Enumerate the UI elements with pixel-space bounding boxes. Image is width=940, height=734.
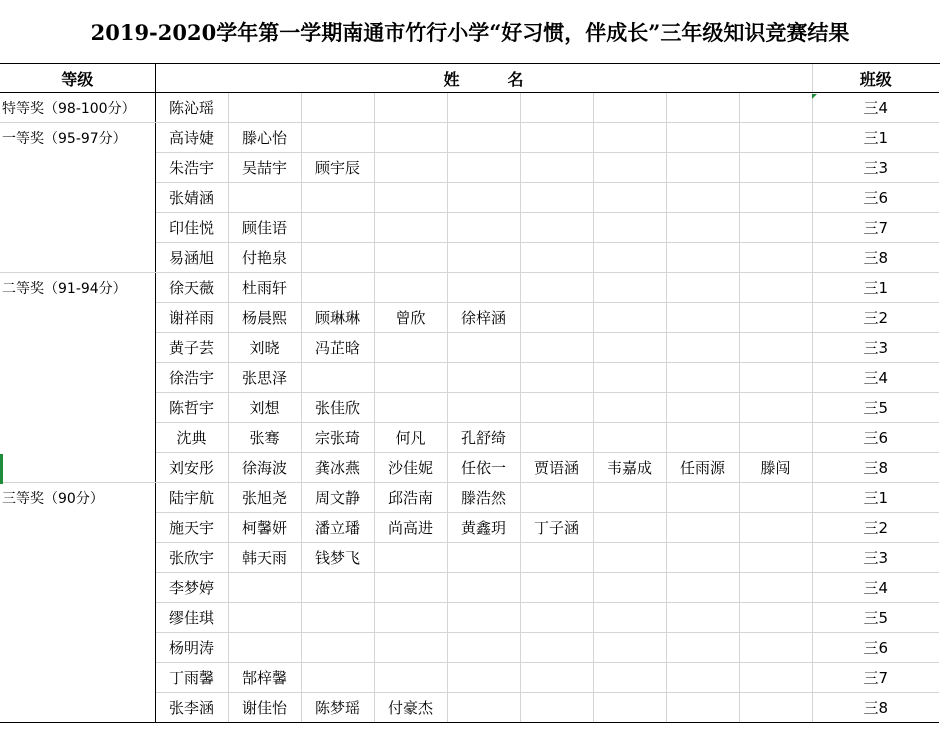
name-cell[interactable]: 付艳泉 bbox=[228, 243, 301, 273]
name-cell[interactable] bbox=[666, 213, 739, 243]
name-cell[interactable] bbox=[374, 543, 447, 573]
name-cell[interactable] bbox=[301, 363, 374, 393]
table-row bbox=[0, 423, 939, 453]
name-cell[interactable]: 沙佳妮 bbox=[374, 453, 447, 483]
name-cell[interactable] bbox=[593, 603, 666, 633]
name-cell[interactable] bbox=[520, 393, 593, 423]
name-cell[interactable] bbox=[228, 183, 301, 213]
table-row bbox=[0, 453, 939, 483]
grade-cell[interactable] bbox=[0, 153, 155, 183]
table-row bbox=[0, 483, 939, 513]
name-cell[interactable] bbox=[447, 93, 520, 123]
name-cell[interactable] bbox=[666, 393, 739, 423]
class-cell[interactable]: 三4 bbox=[812, 573, 939, 603]
class-cell[interactable]: 三4 bbox=[812, 363, 939, 393]
name-cell[interactable]: 张佳欣 bbox=[301, 393, 374, 423]
name-cell[interactable] bbox=[374, 273, 447, 303]
table-row bbox=[0, 303, 939, 333]
name-cell[interactable]: 徐梓涵 bbox=[447, 303, 520, 333]
name-cell[interactable] bbox=[374, 93, 447, 123]
name-cell[interactable] bbox=[739, 183, 812, 213]
name-cell[interactable]: 施天宇 bbox=[155, 513, 228, 543]
name-cell[interactable] bbox=[447, 123, 520, 153]
name-cell[interactable] bbox=[447, 633, 520, 663]
name-cell[interactable] bbox=[374, 573, 447, 603]
name-cell[interactable] bbox=[593, 123, 666, 153]
name-cell[interactable] bbox=[447, 693, 520, 723]
grade-cell[interactable] bbox=[0, 543, 155, 573]
name-cell[interactable]: 潘立璠 bbox=[301, 513, 374, 543]
name-cell[interactable]: 张婧涵 bbox=[155, 183, 228, 213]
name-cell[interactable] bbox=[593, 393, 666, 423]
name-cell[interactable] bbox=[593, 183, 666, 213]
name-cell[interactable] bbox=[520, 363, 593, 393]
name-cell[interactable] bbox=[228, 633, 301, 663]
name-cell[interactable]: 杨晨熙 bbox=[228, 303, 301, 333]
name-cell[interactable]: 谢佳怡 bbox=[228, 693, 301, 723]
name-cell[interactable] bbox=[666, 693, 739, 723]
name-cell[interactable] bbox=[593, 513, 666, 543]
name-cell[interactable]: 丁雨馨 bbox=[155, 663, 228, 693]
name-cell[interactable] bbox=[301, 243, 374, 273]
name-cell[interactable] bbox=[666, 423, 739, 453]
class-cell[interactable]: 三4 bbox=[812, 93, 939, 123]
name-cell[interactable] bbox=[447, 333, 520, 363]
name-cell[interactable] bbox=[593, 423, 666, 453]
name-cell[interactable]: 徐天薇 bbox=[155, 273, 228, 303]
name-cell[interactable]: 刘想 bbox=[228, 393, 301, 423]
table-row bbox=[0, 123, 939, 153]
name-cell[interactable]: 韦嘉成 bbox=[593, 453, 666, 483]
name-cell[interactable] bbox=[374, 393, 447, 423]
name-cell[interactable] bbox=[593, 573, 666, 603]
name-cell[interactable]: 韩天雨 bbox=[228, 543, 301, 573]
name-cell[interactable] bbox=[301, 93, 374, 123]
grade-cell[interactable]: 一等奖（95-97分） bbox=[0, 123, 155, 153]
name-cell[interactable] bbox=[666, 333, 739, 363]
name-cell[interactable] bbox=[739, 483, 812, 513]
table-row bbox=[0, 693, 939, 723]
name-cell[interactable]: 宗张琦 bbox=[301, 423, 374, 453]
class-cell[interactable]: 三8 bbox=[812, 243, 939, 273]
name-cell[interactable] bbox=[666, 483, 739, 513]
name-cell[interactable]: 谢祥雨 bbox=[155, 303, 228, 333]
name-cell[interactable] bbox=[593, 153, 666, 183]
class-cell[interactable]: 三1 bbox=[812, 273, 939, 303]
grade-cell[interactable]: 特等奖（98-100分） bbox=[0, 93, 155, 123]
table-row bbox=[0, 573, 939, 603]
name-cell[interactable] bbox=[374, 183, 447, 213]
name-cell[interactable]: 滕浩然 bbox=[447, 483, 520, 513]
table-row bbox=[0, 363, 939, 393]
grade-cell[interactable] bbox=[0, 453, 155, 483]
grade-cell[interactable] bbox=[0, 573, 155, 603]
name-cell[interactable] bbox=[447, 213, 520, 243]
name-cell[interactable] bbox=[520, 603, 593, 633]
grade-cell[interactable] bbox=[0, 603, 155, 633]
table-row bbox=[0, 663, 939, 693]
grade-cell[interactable] bbox=[0, 513, 155, 543]
name-cell[interactable] bbox=[593, 303, 666, 333]
name-cell[interactable] bbox=[374, 363, 447, 393]
name-cell[interactable]: 张旭尧 bbox=[228, 483, 301, 513]
name-cell[interactable]: 邱浩南 bbox=[374, 483, 447, 513]
table-row bbox=[0, 393, 939, 423]
name-cell[interactable] bbox=[520, 663, 593, 693]
name-cell[interactable] bbox=[520, 633, 593, 663]
name-cell[interactable]: 沈典 bbox=[155, 423, 228, 453]
table-row bbox=[0, 243, 939, 273]
name-cell[interactable] bbox=[666, 123, 739, 153]
name-cell[interactable]: 刘安彤 bbox=[155, 453, 228, 483]
name-cell[interactable] bbox=[593, 633, 666, 663]
name-cell[interactable] bbox=[520, 333, 593, 363]
name-cell[interactable] bbox=[447, 273, 520, 303]
name-cell[interactable]: 刘晓 bbox=[228, 333, 301, 363]
header-grade[interactable]: 等级 bbox=[0, 64, 155, 93]
name-cell[interactable] bbox=[666, 273, 739, 303]
name-cell[interactable] bbox=[447, 603, 520, 633]
name-cell[interactable]: 易涵旭 bbox=[155, 243, 228, 273]
name-cell[interactable] bbox=[374, 633, 447, 663]
class-cell[interactable]: 三6 bbox=[812, 423, 939, 453]
class-cell[interactable]: 三3 bbox=[812, 333, 939, 363]
name-cell[interactable]: 高诗婕 bbox=[155, 123, 228, 153]
name-cell[interactable] bbox=[374, 243, 447, 273]
name-cell[interactable] bbox=[520, 243, 593, 273]
name-cell[interactable] bbox=[739, 513, 812, 543]
name-cell[interactable]: 冯芷晗 bbox=[301, 333, 374, 363]
name-cell[interactable] bbox=[228, 573, 301, 603]
class-cell[interactable]: 三5 bbox=[812, 603, 939, 633]
name-cell[interactable] bbox=[228, 93, 301, 123]
name-cell[interactable] bbox=[520, 573, 593, 603]
name-cell[interactable]: 陈梦瑶 bbox=[301, 693, 374, 723]
name-cell[interactable] bbox=[520, 693, 593, 723]
class-cell[interactable]: 三6 bbox=[812, 183, 939, 213]
name-cell[interactable] bbox=[593, 543, 666, 573]
name-cell[interactable] bbox=[593, 333, 666, 363]
class-cell[interactable]: 三1 bbox=[812, 483, 939, 513]
name-cell[interactable] bbox=[739, 693, 812, 723]
name-cell[interactable] bbox=[739, 213, 812, 243]
name-cell[interactable] bbox=[666, 153, 739, 183]
name-cell[interactable]: 滕闯 bbox=[739, 453, 812, 483]
name-cell[interactable] bbox=[666, 183, 739, 213]
name-cell[interactable]: 黄鑫玥 bbox=[447, 513, 520, 543]
name-cell[interactable]: 张欣宇 bbox=[155, 543, 228, 573]
name-cell[interactable]: 孔舒绮 bbox=[447, 423, 520, 453]
name-cell[interactable] bbox=[739, 393, 812, 423]
name-cell[interactable]: 钱梦飞 bbox=[301, 543, 374, 573]
table-row bbox=[0, 513, 939, 543]
name-cell[interactable] bbox=[447, 393, 520, 423]
name-cell[interactable] bbox=[593, 363, 666, 393]
table-row bbox=[0, 93, 939, 123]
grade-cell[interactable]: 二等奖（91-94分） bbox=[0, 273, 155, 303]
name-cell[interactable] bbox=[666, 243, 739, 273]
name-cell[interactable]: 印佳悦 bbox=[155, 213, 228, 243]
results-table bbox=[0, 64, 939, 723]
name-cell[interactable]: 顾宇辰 bbox=[301, 153, 374, 183]
name-cell[interactable] bbox=[666, 573, 739, 603]
cell-comment-marker bbox=[812, 94, 817, 99]
name-cell[interactable] bbox=[374, 603, 447, 633]
name-cell[interactable] bbox=[666, 513, 739, 543]
grade-cell[interactable] bbox=[0, 693, 155, 723]
name-cell[interactable] bbox=[447, 153, 520, 183]
name-cell[interactable] bbox=[520, 543, 593, 573]
header-name[interactable]: 姓 名 bbox=[155, 64, 812, 93]
name-cell[interactable]: 吴喆宇 bbox=[228, 153, 301, 183]
name-cell[interactable] bbox=[593, 243, 666, 273]
name-cell[interactable] bbox=[593, 483, 666, 513]
name-cell[interactable] bbox=[374, 123, 447, 153]
name-cell[interactable]: 尚高进 bbox=[374, 513, 447, 543]
name-cell[interactable] bbox=[666, 603, 739, 633]
name-cell[interactable]: 张骞 bbox=[228, 423, 301, 453]
grade-cell[interactable]: 三等奖（90分） bbox=[0, 483, 155, 513]
name-cell[interactable] bbox=[301, 573, 374, 603]
name-cell[interactable] bbox=[301, 663, 374, 693]
name-cell[interactable] bbox=[447, 543, 520, 573]
name-cell[interactable] bbox=[593, 213, 666, 243]
name-cell[interactable] bbox=[666, 663, 739, 693]
name-cell[interactable] bbox=[739, 633, 812, 663]
name-cell[interactable]: 陈沁瑶 bbox=[155, 93, 228, 123]
name-cell[interactable] bbox=[739, 423, 812, 453]
name-cell[interactable] bbox=[739, 663, 812, 693]
name-cell[interactable]: 黄子芸 bbox=[155, 333, 228, 363]
grade-cell[interactable] bbox=[0, 333, 155, 363]
class-cell[interactable]: 三3 bbox=[812, 153, 939, 183]
name-cell[interactable] bbox=[520, 423, 593, 453]
class-cell[interactable]: 三7 bbox=[812, 663, 939, 693]
name-cell[interactable]: 陆宇航 bbox=[155, 483, 228, 513]
name-cell[interactable] bbox=[447, 243, 520, 273]
class-cell[interactable]: 三7 bbox=[812, 213, 939, 243]
name-cell[interactable] bbox=[593, 693, 666, 723]
grade-cell[interactable] bbox=[0, 663, 155, 693]
name-cell[interactable] bbox=[739, 363, 812, 393]
name-cell[interactable]: 周文静 bbox=[301, 483, 374, 513]
name-cell[interactable]: 曾欣 bbox=[374, 303, 447, 333]
name-cell[interactable]: 龚冰燕 bbox=[301, 453, 374, 483]
name-cell[interactable]: 杨明涛 bbox=[155, 633, 228, 663]
name-cell[interactable] bbox=[447, 363, 520, 393]
name-cell[interactable] bbox=[520, 213, 593, 243]
name-cell[interactable] bbox=[739, 243, 812, 273]
table-row bbox=[0, 183, 939, 213]
name-cell[interactable] bbox=[739, 573, 812, 603]
grade-cell[interactable] bbox=[0, 393, 155, 423]
class-cell[interactable]: 三3 bbox=[812, 543, 939, 573]
name-cell[interactable] bbox=[447, 183, 520, 213]
name-cell[interactable] bbox=[520, 483, 593, 513]
name-cell[interactable] bbox=[520, 123, 593, 153]
grade-cell[interactable] bbox=[0, 633, 155, 663]
header-class[interactable]: 班级 bbox=[812, 64, 939, 93]
name-cell[interactable]: 李梦婷 bbox=[155, 573, 228, 603]
name-cell[interactable]: 杜雨轩 bbox=[228, 273, 301, 303]
name-cell[interactable] bbox=[520, 303, 593, 333]
name-cell[interactable] bbox=[666, 93, 739, 123]
name-cell[interactable] bbox=[739, 543, 812, 573]
name-cell[interactable]: 任依一 bbox=[447, 453, 520, 483]
name-cell[interactable] bbox=[301, 603, 374, 633]
name-cell[interactable]: 朱浩宇 bbox=[155, 153, 228, 183]
name-cell[interactable] bbox=[739, 303, 812, 333]
grade-cell[interactable] bbox=[0, 423, 155, 453]
name-cell[interactable]: 郜梓馨 bbox=[228, 663, 301, 693]
name-cell[interactable]: 顾佳语 bbox=[228, 213, 301, 243]
name-cell[interactable] bbox=[520, 93, 593, 123]
name-cell[interactable] bbox=[447, 663, 520, 693]
name-cell[interactable] bbox=[374, 153, 447, 183]
row-selection-marker bbox=[0, 454, 3, 484]
name-cell[interactable] bbox=[666, 303, 739, 333]
header-row bbox=[0, 64, 939, 93]
class-cell[interactable]: 三8 bbox=[812, 453, 939, 483]
name-cell[interactable]: 顾琳琳 bbox=[301, 303, 374, 333]
name-cell[interactable] bbox=[301, 633, 374, 663]
name-cell[interactable] bbox=[739, 333, 812, 363]
class-cell[interactable]: 三6 bbox=[812, 633, 939, 663]
class-cell[interactable]: 三1 bbox=[812, 123, 939, 153]
name-cell[interactable] bbox=[739, 123, 812, 153]
name-cell[interactable] bbox=[593, 93, 666, 123]
name-cell[interactable]: 徐浩宇 bbox=[155, 363, 228, 393]
name-cell[interactable]: 徐海波 bbox=[228, 453, 301, 483]
name-cell[interactable] bbox=[301, 213, 374, 243]
name-cell[interactable] bbox=[520, 273, 593, 303]
name-cell[interactable] bbox=[666, 633, 739, 663]
name-cell[interactable] bbox=[739, 273, 812, 303]
class-cell[interactable]: 三2 bbox=[812, 303, 939, 333]
name-cell[interactable] bbox=[301, 123, 374, 153]
name-cell[interactable] bbox=[739, 153, 812, 183]
name-cell[interactable] bbox=[520, 183, 593, 213]
table-row bbox=[0, 633, 939, 663]
class-cell[interactable]: 三8 bbox=[812, 693, 939, 723]
grade-cell[interactable] bbox=[0, 243, 155, 273]
name-cell[interactable]: 何凡 bbox=[374, 423, 447, 453]
name-cell[interactable]: 滕心怡 bbox=[228, 123, 301, 153]
grade-cell[interactable] bbox=[0, 183, 155, 213]
name-cell[interactable]: 丁子涵 bbox=[520, 513, 593, 543]
grade-cell[interactable] bbox=[0, 303, 155, 333]
table-row bbox=[0, 333, 939, 363]
grade-cell[interactable] bbox=[0, 363, 155, 393]
name-cell[interactable]: 张思泽 bbox=[228, 363, 301, 393]
name-cell[interactable] bbox=[593, 273, 666, 303]
name-cell[interactable] bbox=[739, 603, 812, 633]
name-cell[interactable] bbox=[301, 273, 374, 303]
name-cell[interactable] bbox=[666, 363, 739, 393]
name-cell[interactable] bbox=[447, 573, 520, 603]
class-cell[interactable]: 三2 bbox=[812, 513, 939, 543]
name-cell[interactable] bbox=[739, 93, 812, 123]
name-cell[interactable]: 陈哲宇 bbox=[155, 393, 228, 423]
name-cell[interactable] bbox=[374, 663, 447, 693]
table-row bbox=[0, 153, 939, 183]
grade-cell[interactable] bbox=[0, 213, 155, 243]
name-cell[interactable]: 柯馨妍 bbox=[228, 513, 301, 543]
table-row bbox=[0, 603, 939, 633]
table-row bbox=[0, 543, 939, 573]
name-cell[interactable]: 贾语涵 bbox=[520, 453, 593, 483]
name-cell[interactable]: 任雨源 bbox=[666, 453, 739, 483]
name-cell[interactable]: 付豪杰 bbox=[374, 693, 447, 723]
name-cell[interactable]: 张李涵 bbox=[155, 693, 228, 723]
name-cell[interactable] bbox=[301, 183, 374, 213]
name-cell[interactable]: 缪佳琪 bbox=[155, 603, 228, 633]
table-row bbox=[0, 213, 939, 243]
name-cell[interactable] bbox=[374, 213, 447, 243]
name-cell[interactable] bbox=[666, 543, 739, 573]
name-cell[interactable] bbox=[593, 663, 666, 693]
sheet-title: 2019-2020学年第一学期南通市竹行小学“好习惯，伴成长”三年级知识竞赛结果 bbox=[0, 0, 940, 64]
table-row bbox=[0, 273, 939, 303]
name-cell[interactable] bbox=[520, 153, 593, 183]
class-cell[interactable]: 三5 bbox=[812, 393, 939, 423]
name-cell[interactable] bbox=[228, 603, 301, 633]
name-cell[interactable] bbox=[374, 333, 447, 363]
